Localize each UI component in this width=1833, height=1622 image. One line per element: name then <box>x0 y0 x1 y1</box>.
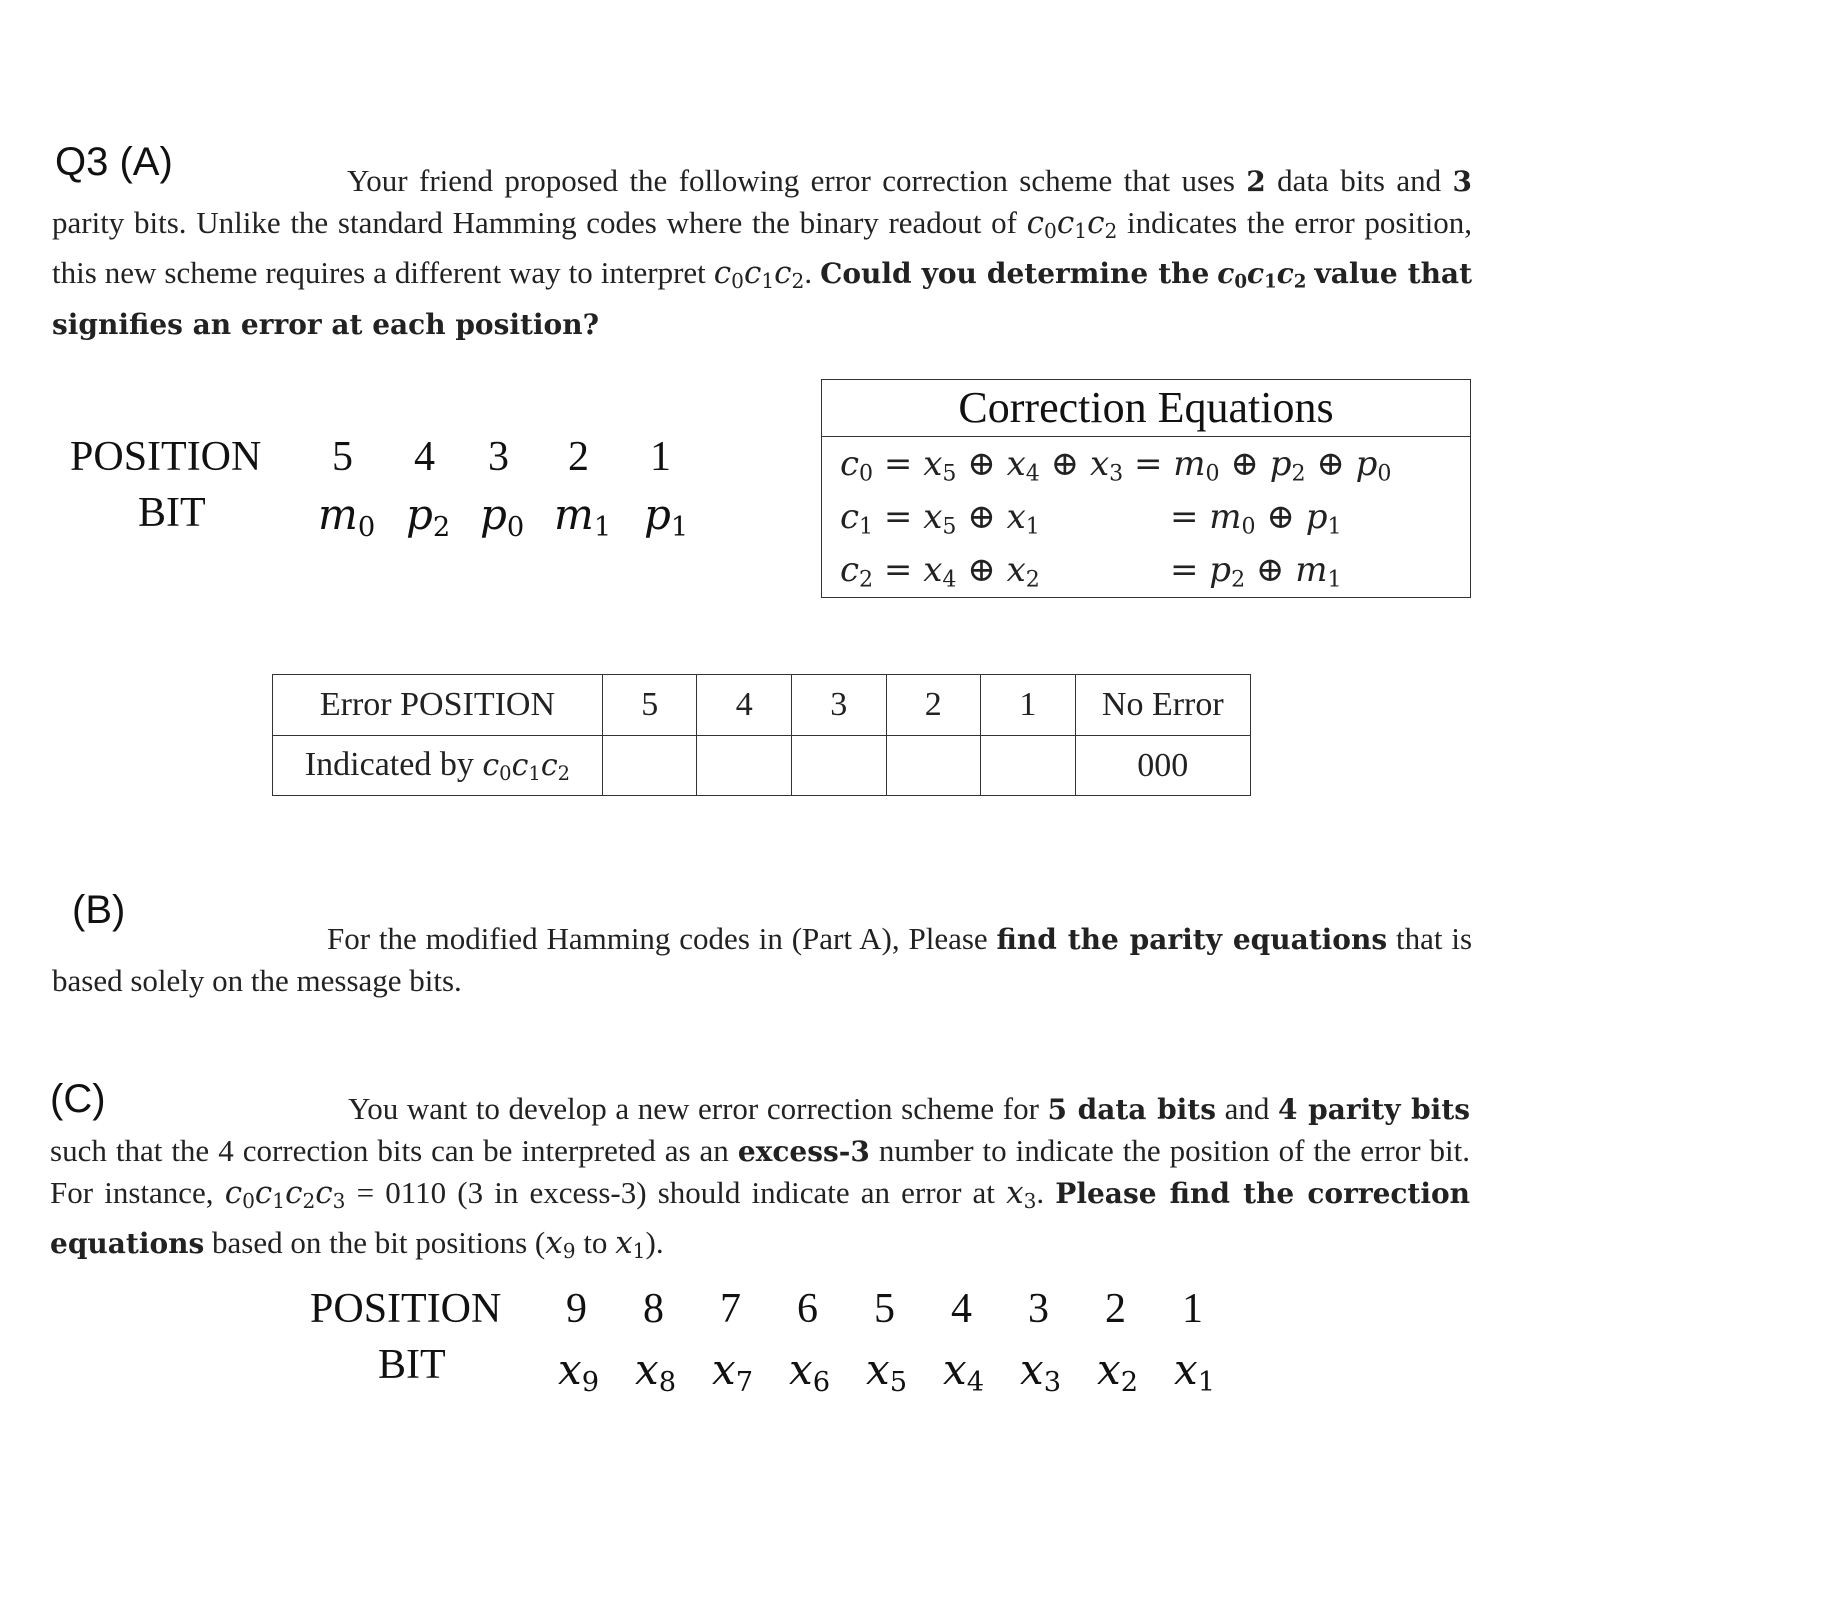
position-value: 5 <box>874 1286 895 1332</box>
table-header-cell: Error POSITION <box>273 675 603 736</box>
equation-row: $c_2 = x_4$ ⊕ $x_2$ <box>840 550 1040 593</box>
position-value: 5 <box>332 434 353 480</box>
position-value: 3 <box>488 434 509 480</box>
bit-symbol: $x_6$ <box>789 1345 831 1398</box>
bit-symbol: $m_1$ <box>554 490 612 543</box>
equation-rhs: = $p_2$ ⊕ $m_1$ <box>1170 550 1342 593</box>
bit-symbol: $p_1$ <box>644 490 689 543</box>
part-c-label: (C) <box>50 1077 106 1121</box>
table-header-cell: 4 <box>697 675 792 736</box>
table-row <box>273 736 1251 796</box>
bit-symbol: $x_7$ <box>712 1345 754 1398</box>
table-header-cell: No Error <box>1075 675 1250 736</box>
answer-cell[interactable] <box>981 736 1076 796</box>
table-header-cell: 3 <box>792 675 887 736</box>
position-value: 8 <box>643 1286 664 1332</box>
table-row <box>273 675 1251 736</box>
table-cell: 000 <box>1075 736 1250 796</box>
bit-symbol: $x_4$ <box>943 1345 985 1398</box>
bit-symbol: $p_2$ <box>406 490 451 543</box>
table-header-cell: 2 <box>886 675 981 736</box>
table-header-cell: 5 <box>602 675 697 736</box>
part-b-label: (B) <box>72 888 126 932</box>
correction-equations-box <box>821 379 1471 598</box>
position-value: 7 <box>720 1286 741 1332</box>
position-value: 2 <box>1105 1286 1126 1332</box>
position-label: POSITION <box>310 1286 502 1332</box>
position-label: POSITION <box>70 434 262 480</box>
position-value: 1 <box>650 434 671 480</box>
bit-symbol: $x_5$ <box>866 1345 908 1398</box>
part-a-question-text: Your friend proposed the following error correction scheme that uses 2 data bits and 3 parity bits. Unlike the standard Hamming codes where the binary readout of $c_0c_1c_2$ indicates the error position, this new scheme requires a different way to interpret $c_0c_1c_2$. Could you determine the $c_0c_1c_2$ value that signifies an error at each position? <box>52 163 1473 341</box>
bit-symbol: $m_0$ <box>318 490 376 543</box>
position-value: 9 <box>566 1286 587 1332</box>
bit-symbol: $p_0$ <box>480 490 525 543</box>
equation-rhs: = $m_0$ ⊕ $p_1$ <box>1170 497 1342 540</box>
correction-equations-title: Correction Equations <box>822 380 1470 437</box>
position-value: 1 <box>1182 1286 1203 1332</box>
error-position-table <box>272 674 1251 796</box>
bit-symbol: $x_3$ <box>1020 1345 1062 1398</box>
position-value: 3 <box>1028 1286 1049 1332</box>
answer-cell[interactable] <box>792 736 887 796</box>
answer-cell[interactable] <box>602 736 697 796</box>
table-row-label: Indicated by $c_0c_1c_2$ <box>273 736 603 796</box>
bit-symbol: $x_8$ <box>635 1345 677 1398</box>
part-c-question-text: You want to develop a new error correction scheme for 5 data bits and 4 parity bits such that the 4 correction bits can be interpreted as an excess-3 number to indicate the position of the error bit. For instance, $c_0c_1c_2c_3 = 0110$ (3 in excess-3) should indicate an error at $x_3$. Please find the correction equations based on the bit positions ($x_9$ to $x_1$). <box>50 1091 1471 1264</box>
position-value: 6 <box>797 1286 818 1332</box>
position-value: 2 <box>568 434 589 480</box>
bit-symbol: $x_2$ <box>1097 1345 1139 1398</box>
position-value: 4 <box>414 434 435 480</box>
bit-label: BIT <box>138 490 206 536</box>
bit-symbol: $x_1$ <box>1174 1345 1216 1398</box>
answer-cell[interactable] <box>697 736 792 796</box>
answer-cell[interactable] <box>886 736 981 796</box>
equation-row: $c_0 = x_5$ ⊕ $x_4$ ⊕ $x_3 = m_0$ ⊕ $p_2$ ⊕ $p_0$ <box>840 444 1392 487</box>
position-value: 4 <box>951 1286 972 1332</box>
bit-label: BIT <box>378 1342 446 1388</box>
part-b-question-text: For the modified Hamming codes in (Part A), Please find the parity equations that is based solely on the message bits. <box>52 921 1473 998</box>
equation-row: $c_1 = x_5$ ⊕ $x_1$ <box>840 497 1040 540</box>
part-a-label: Q3 (A) <box>55 140 173 184</box>
bit-symbol: $x_9$ <box>558 1345 600 1398</box>
table-header-cell: 1 <box>981 675 1076 736</box>
